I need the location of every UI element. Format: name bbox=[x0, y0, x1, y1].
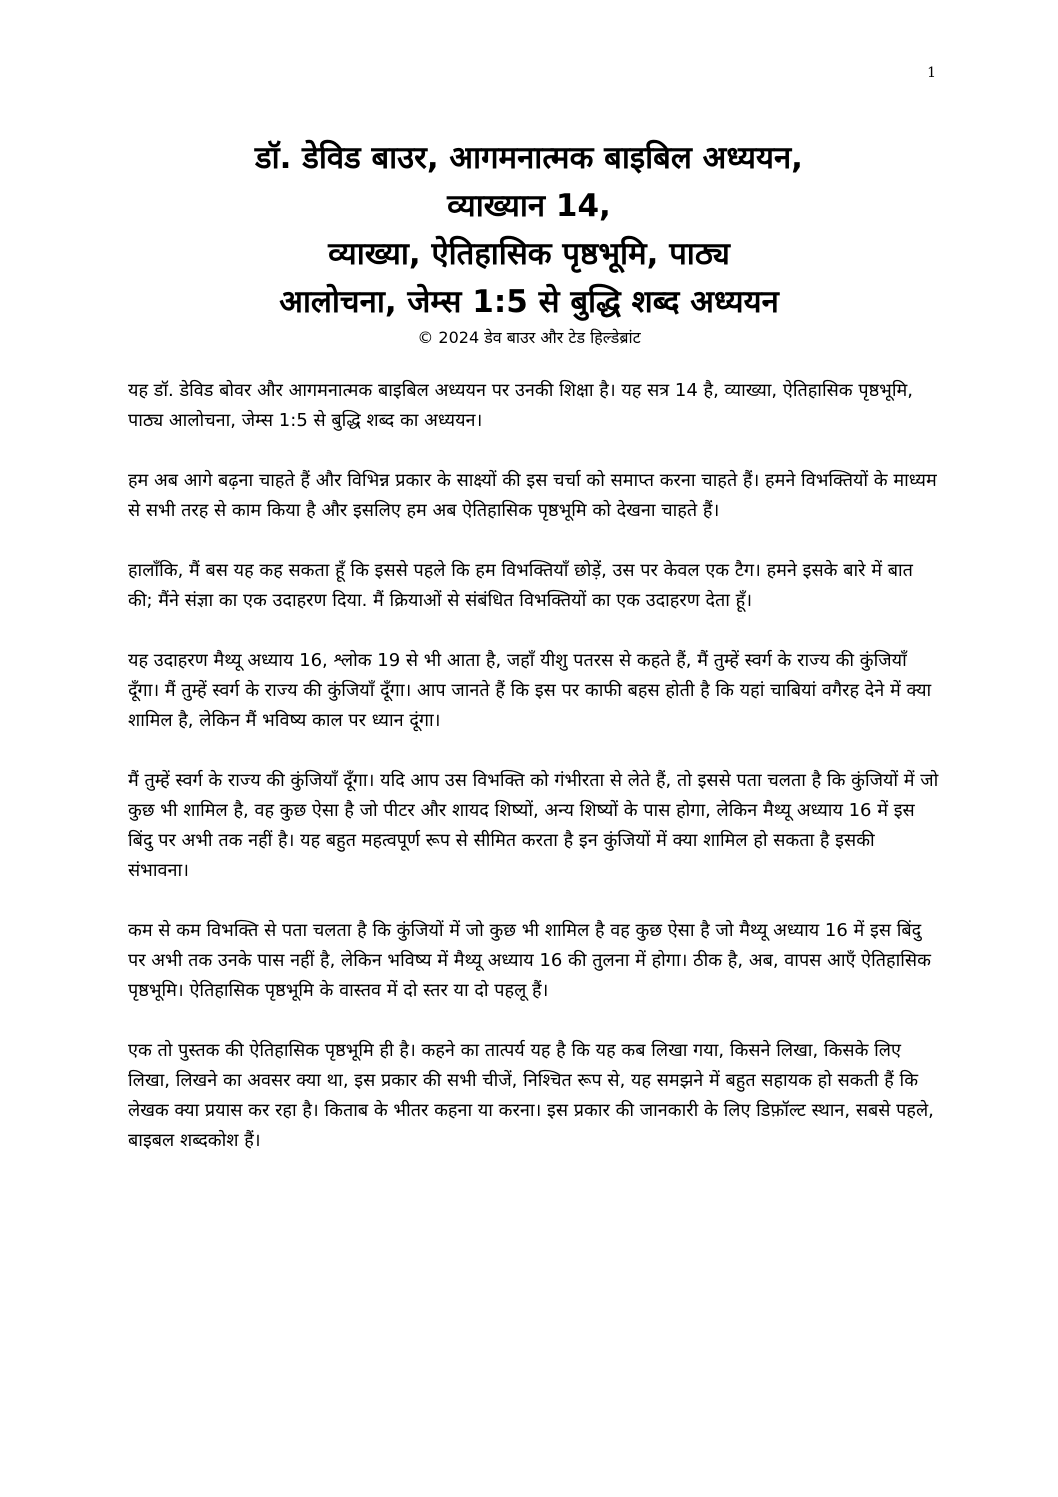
title-line-4: आलोचना, जेम्स 1:5 से बुद्धि शब्द अध्ययन bbox=[279, 284, 779, 320]
paragraph-3: हालाँकि, मैं बस यह कह सकता हूँ कि इससे पहले कि हम विभक्तियाँ छोड़ें, उस पर केवल एक टैग। हमने इसके बारे में बात की; मैंने संज्ञा का एक उदाहरण दिया. मैं क्रियाओं से संबंधित विभक्तियों का एक उदाहरण देता हूँ। bbox=[128, 560, 913, 611]
title-block bbox=[120, 134, 938, 350]
page-number: 1 bbox=[927, 65, 936, 81]
paragraph-6: कम से कम विभक्ति से पता चलता है कि कुंजियों में जो कुछ भी शामिल है वह कुछ ऐसा है जो मैथ्यू अध्याय 16 में इस बिंदु पर अभी तक उनके पास नहीं है, लेकिन भविष्य में मैथ्यू अध्याय 16 की तुलना में होगा। ठीक है, अब, वापस आएँ ऐतिहासिक पृष्ठभूमि। ऐतिहासिक पृष्ठभूमि के वास्तव में दो स्तर या दो पहलू हैं। bbox=[128, 920, 931, 1001]
copyright-line: © 2024 डेव बाउर और टेड हिल्डेब्रांट bbox=[417, 328, 641, 347]
paragraph-2: हम अब आगे बढ़ना चाहते हैं और विभिन्न प्रकार के साक्ष्यों की इस चर्चा को समाप्त करना चाहते हैं। हमने विभक्तियों के माध्यम से सभी तरह से काम किया है और इसलिए हम अब ऐतिहासिक पृष्ठभूमि को देखना चाहते हैं। bbox=[128, 470, 937, 521]
paragraph-5: मैं तुम्हें स्वर्ग के राज्य की कुंजियाँ दूँगा। यदि आप उस विभक्ति को गंभीरता से लेते हैं, तो इससे पता चलता है कि कुंजियों में जो कुछ भी शामिल है, वह कुछ ऐसा है जो पीटर और शायद शिष्यों, अन्य शिष्यों के पास होगा, लेकिन मैथ्यू अध्याय 16 में इस बिंदु पर अभी तक नहीं है। यह बहुत महत्वपूर्ण रूप से सीमित करता है इन कुंजियों में क्या शामिल हो सकता है इसकी संभावना। bbox=[128, 770, 939, 881]
paragraph-7: एक तो पुस्तक की ऐतिहासिक पृष्ठभूमि ही है। कहने का तात्पर्य यह है कि यह कब लिखा गया, किसने लिखा, किसके लिए लिखा, लिखने का अवसर क्या था, इस प्रकार की सभी चीजें, निश्चित रूप से, यह समझने में बहुत सहायक हो सकती हैं कि लेखक क्या प्रयास कर रहा है। किताब के भीतर कहना या करना। इस प्रकार की जानकारी के लिए डिफ़ॉल्ट स्थान, सबसे पहले, बाइबल शब्दकोश हैं। bbox=[128, 1040, 934, 1151]
title-line-3: व्याख्या, ऐतिहासिक पृष्ठभूमि, पाठ्य bbox=[328, 236, 730, 272]
body-text bbox=[128, 376, 940, 1186]
paragraph-4: यह उदाहरण मैथ्यू अध्याय 16, श्लोक 19 से भी आता है, जहाँ यीशु पतरस से कहते हैं, मैं तुम्हें स्वर्ग के राज्य की कुंजियाँ दूँगा। मैं तुम्हें स्वर्ग के राज्य की कुंजियाँ दूँगा। आप जानते हैं कि इस पर काफी बहस होती है कि यहां चाबियां वगैरह देने में क्या शामिल है, लेकिन मैं भविष्य काल पर ध्यान दूंगा। bbox=[128, 650, 932, 731]
paragraph-1: यह डॉ. डेविड बोवर और आगमनात्मक बाइबिल अध्ययन पर उनकी शिक्षा है। यह सत्र 14 है, व्याख्या, ऐतिहासिक पृष्ठभूमि, पाठ्य आलोचना, जेम्स 1:5 से बुद्धि शब्द का अध्ययन। bbox=[128, 380, 913, 431]
title-line-2: व्याख्यान 14, bbox=[447, 188, 611, 224]
title-line-1: डॉ. डेविड बाउर, आगमनात्मक बाइबिल अध्ययन, bbox=[255, 140, 803, 176]
